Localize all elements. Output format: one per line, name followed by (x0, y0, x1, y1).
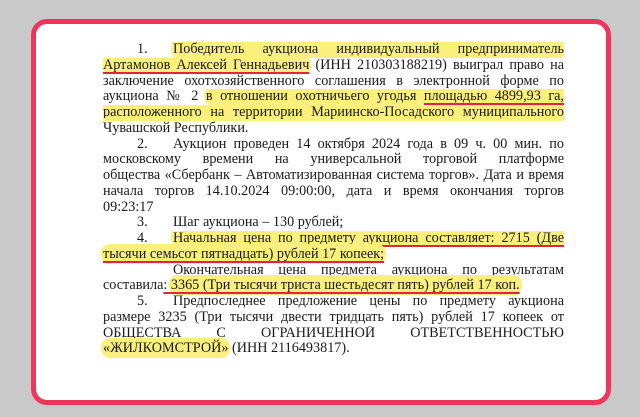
text-segment: (ИНН 210303188219) выиграл право на (309, 57, 564, 73)
text-segment: (ИНН 2116493817). (228, 340, 350, 357)
text-segment: составила (103, 277, 164, 294)
item-number: 2. (137, 136, 148, 152)
highlighted-text: Победитель аукциона индивидуальный предприниматель (173, 42, 564, 57)
highlighted-text: расположенного на территории Мариинско-Посадского муниципального (103, 105, 564, 121)
text-segment: размере 3235 (Три тысячи двести тридцать пять) рублей 17 копеек от (103, 309, 564, 325)
text-segment: московскому времени на универсальной торговой платформе (103, 152, 564, 168)
text-segment: общества «Сбербанк – Автоматизированная система торгов». Дата и время (103, 168, 564, 183)
highlighted-text: в отношении охотничьего угодья (205, 89, 424, 105)
underlined-text: : (163, 277, 171, 294)
text-segment: 09:23:17 (103, 198, 154, 215)
text-line (103, 152, 564, 168)
text-line (103, 215, 564, 231)
highlighted-text: площадью 4899,93 га, (423, 89, 564, 105)
highlighted-text: 3365 (Три тысячи триста шестьдесят пять) рублей 17 коп. (170, 277, 520, 294)
highlighted-text: тысячи семьсот пятнадцать) рублей 17 копеек; (103, 245, 385, 262)
text-line (103, 137, 564, 153)
text-line (103, 105, 564, 121)
text-line (103, 121, 564, 137)
text-segment: аукциона № 2 (103, 89, 206, 105)
text-segment: Предпоследнее предложение цены по предмету аукциона (173, 294, 564, 309)
text-line (103, 294, 564, 310)
text-line (103, 231, 564, 247)
text-segment: Шаг аукциона – 130 рублей; (173, 214, 344, 231)
text-line (103, 310, 564, 326)
text-line (103, 247, 564, 263)
text-line (103, 326, 564, 342)
text-line (103, 74, 564, 90)
item-number: 4. (137, 231, 148, 246)
text-line (103, 263, 564, 279)
text-line (103, 89, 564, 105)
highlighted-text: Начальная цена по предмету аукциона составляет: 2715 (Две (173, 231, 564, 246)
text-segment: начала торгов 14.10.2024 09:00:00, дата и время окончания торгов (103, 183, 564, 199)
text-line (103, 168, 564, 184)
item-number: 1. (137, 42, 148, 57)
highlighted-text: Артамонов Алексей Геннадьевич (103, 57, 310, 73)
text-line (103, 278, 564, 294)
text-line (103, 58, 564, 74)
text-segment: Чувашской Республики. (103, 119, 249, 136)
text-segment: заключение охотхозяйственного соглашения в электронной форме по (103, 73, 564, 89)
text-line (103, 341, 564, 357)
auction-protocol-text (103, 42, 564, 357)
text-line (103, 42, 564, 58)
item-number: 3. (137, 214, 148, 231)
item-number: 5. (137, 294, 148, 309)
text-line (103, 184, 564, 200)
text-segment: Окончательная цена предмета аукциона по результатам (173, 262, 564, 278)
highlighted-text: «ЖИЛКОМСТРОЙ» (103, 340, 229, 357)
text-segment: Аукцион проведен 14 октября 2024 года в 09 ч. 00 мин. по (173, 136, 564, 152)
text-segment: ОБЩЕСТВА С ОГРАНИЧЕННОЙ ОТВЕТСТВЕННОСТЬЮ (103, 325, 564, 341)
text-line (103, 200, 564, 216)
